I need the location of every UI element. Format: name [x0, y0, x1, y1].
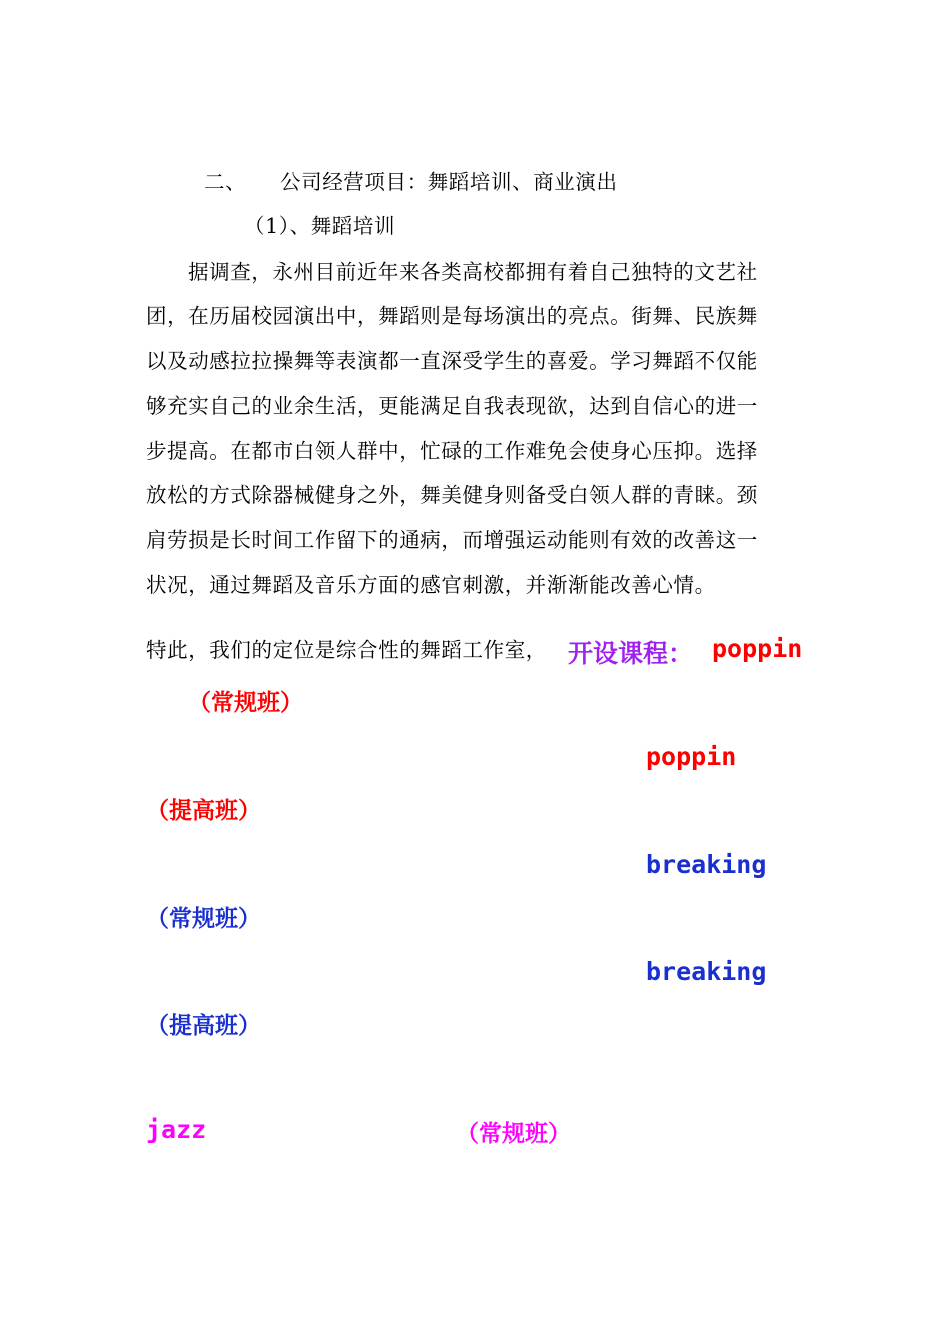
course-name: jazz	[146, 1115, 207, 1144]
paragraph-line: 状况，通过舞蹈及音乐方面的感官刺激，并渐渐能改善心情。	[146, 573, 716, 597]
course-level: （常规班）	[456, 1120, 571, 1147]
course-name: breaking	[646, 850, 767, 879]
course-level: （常规班）	[146, 905, 261, 932]
subsection-title: （1）、舞蹈培训	[244, 214, 396, 238]
paragraph-line: 步提高。在都市白领人群中，忙碌的工作难免会使身心压抑。选择	[146, 439, 758, 463]
course-name: breaking	[646, 957, 767, 986]
course-level: （提高班）	[146, 797, 261, 824]
paragraph-line: 肩劳损是长时间工作留下的通病，而增强运动能则有效的改善这一	[146, 528, 758, 552]
positioning-lead: 特此，我们的定位是综合性的舞蹈工作室，	[146, 638, 547, 662]
paragraph-line: 据调查，永州目前近年来各类高校都拥有着自己独特的文艺社	[188, 260, 758, 284]
courses-label: 开设课程：	[568, 639, 694, 668]
course-level: （提高班）	[146, 1012, 261, 1039]
section-number: 二、	[204, 170, 247, 194]
course-level: （常规班）	[188, 689, 303, 716]
paragraph-line: 放松的方式除器械健身之外，舞美健身则备受白领人群的青睐。颈	[146, 483, 758, 507]
course-name: poppin	[712, 634, 803, 663]
paragraph-line: 团，在历届校园演出中，舞蹈则是每场演出的亮点。街舞、民族舞	[146, 304, 758, 328]
course-name: poppin	[646, 742, 737, 771]
paragraph-line: 以及动感拉拉操舞等表演都一直深受学生的喜爱。学习舞蹈不仅能	[146, 349, 758, 373]
paragraph-line: 够充实自己的业余生活，更能满足自我表现欲，达到自信心的进一	[146, 394, 758, 418]
section-title: 公司经营项目：舞蹈培训、商业演出	[280, 170, 618, 194]
